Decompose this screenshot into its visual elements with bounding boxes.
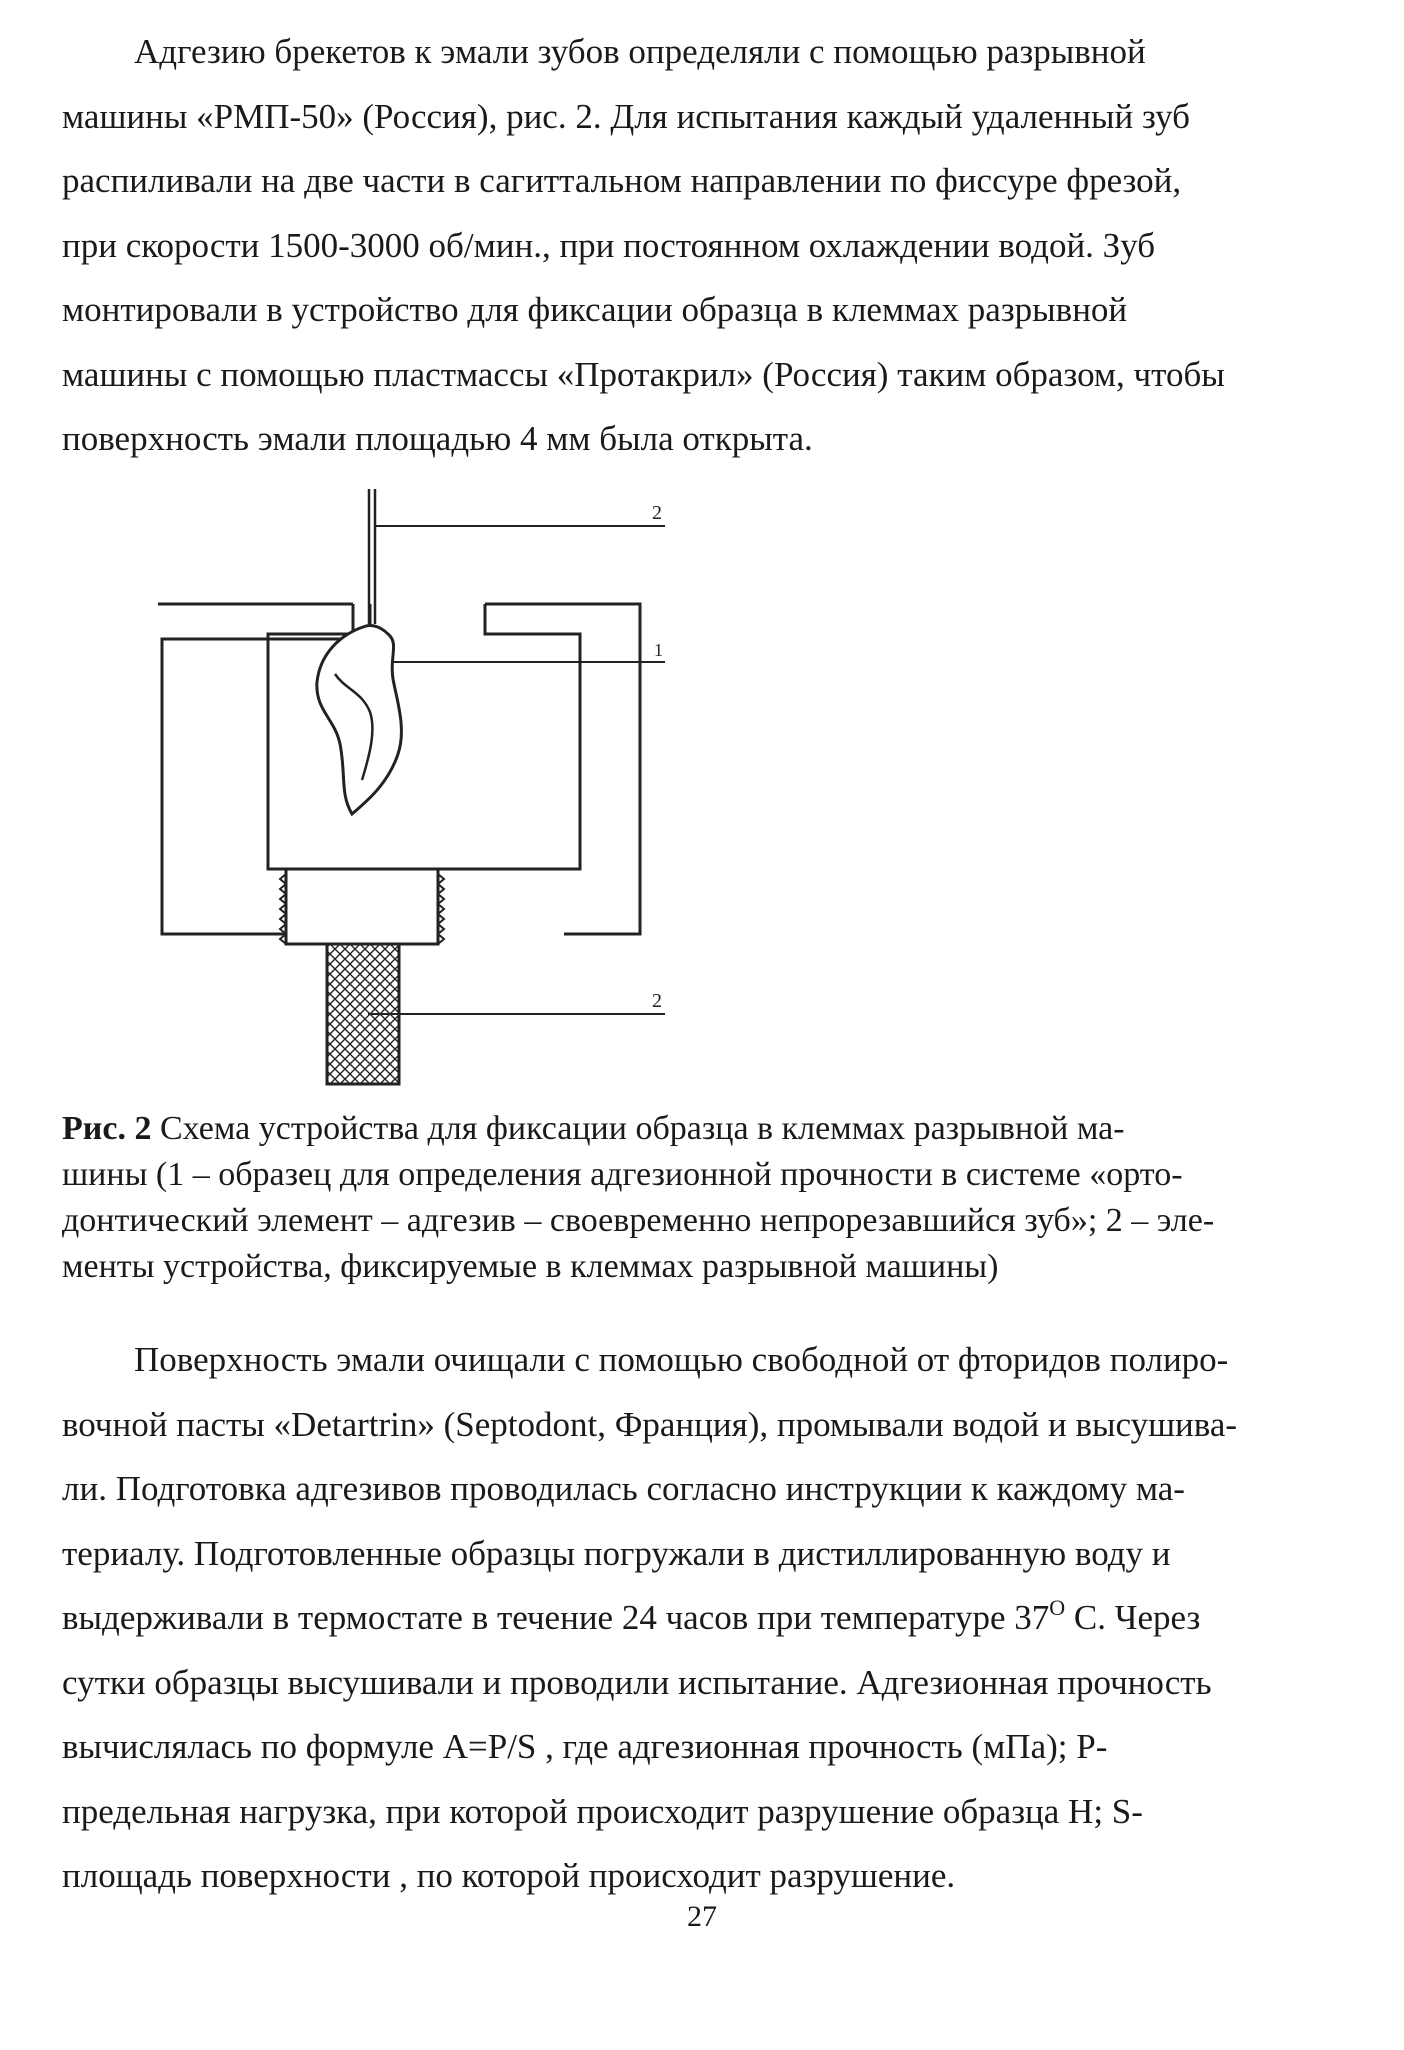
threaded-neck [280,869,444,944]
caption-text: донтический элемент – адгезив – своевременно непрорезавшийся зуб»; 2 – эле- [62,1202,1215,1239]
leader-lines [368,526,665,1014]
text-line: при скорости 1500-3000 об/мин., при постоянном охлаждении водой. Зуб [62,225,1156,265]
text-line: вочной пасты «Detartrin» (Septodont, Франция), промывали водой и высушива- [62,1404,1238,1444]
caption-text: менты устройства, фиксируемые в клеммах разрывной машины) [62,1248,999,1285]
text-line: машины с помощью пластмассы «Протакрил» (Россия) таким образом, чтобы [62,354,1225,394]
text-line: сутки образцы высушивали и проводили испытание. Адгезионная прочность [62,1662,1212,1702]
text-line: распиливали на две части в сагиттальном направлении по фиссуре фрезой, [62,161,1182,200]
device-diagram [130,484,730,1094]
text-line: ли. Подготовка адгезивов проводилась согласно инструкции к каждому ма- [62,1469,1185,1508]
caption-text: шины (1 – образец для определения адгезионной прочности в системе «орто- [62,1156,1183,1193]
text-line: выдерживали в термостате в течение 24 часов при температуре 37 [62,1598,1050,1637]
page-number: 27 [687,1900,717,1933]
text-line: териалу. Подготовленные образцы погружали в дистиллированную воду и [62,1533,1171,1573]
label-top: 2 [652,502,662,524]
text-line: Адгезию брекетов к эмали зубов определяли с помощью разрывной [134,32,1146,71]
text-line: предельная нагрузка, при которой происходит разрушение образца Н; S- [62,1791,1143,1831]
text-line: поверхность эмали площадью 4 мм была открыта. [62,419,813,458]
specimen-rod [369,489,375,624]
caption-prefix: Рис. 2 [62,1110,152,1147]
text-line: машины «РМП-50» (Россия), рис. 2. Для испытания каждый удаленный зуб [62,96,1190,136]
tooth-specimen [317,625,402,814]
text-line: вычислялась по формуле A=P/S , где адгезионная прочность (мПа); Р- [62,1727,1108,1766]
text-line: площадь поверхности , по которой происходит разрушение. [62,1856,956,1895]
outer-clamp-frame [158,604,640,934]
label-bottom: 2 [652,990,662,1012]
text-line-tail: С. Через [1065,1598,1201,1637]
figure-caption [62,1106,1342,1290]
text-line: Поверхность эмали очищали с помощью свободной от фторидов полиро- [134,1340,1229,1379]
label-middle: 1 [654,640,663,660]
text-line: монтировали в устройство для фиксации образца в клеммах разрывной [62,290,1128,329]
degree-superscript: O [1049,1595,1066,1620]
paragraph-2 [62,1328,1342,1909]
caption-text: Схема устройства для фиксации образца в клеммах разрывной ма- [151,1110,1125,1147]
paragraph-1 [62,20,1342,472]
